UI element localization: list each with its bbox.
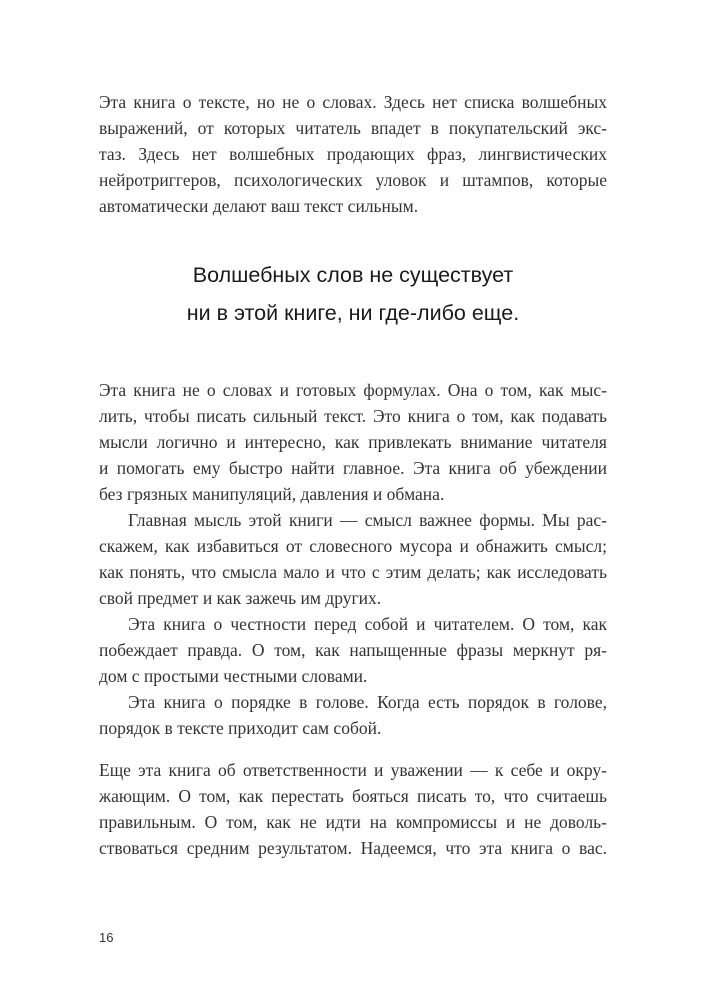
paragraph — [99, 611, 607, 689]
pull-quote-line: Волшебных слов не существует — [192, 263, 514, 287]
closing-paragraph — [99, 757, 607, 861]
text-line: без грязных манипуляций, давления и обмана. — [99, 484, 445, 504]
intro-paragraph — [99, 89, 607, 219]
pull-quote-line: ни в этой книге, ни где-либо еще. — [186, 301, 520, 325]
text-line: ствоваться средним результатом. Надеемся, что эта книга о вас. — [99, 838, 607, 858]
text-line: мысли логично и интересно, как привлекать внимание читателя — [99, 432, 607, 452]
text-line: скажем, как избавиться от словесного мусора и обнажить смысл; — [99, 536, 607, 556]
main-section — [99, 377, 607, 741]
text-line: дом с простыми честными словами. — [99, 666, 368, 686]
paragraph — [99, 507, 607, 611]
text-line: выражений, от которых читатель впадет в покупательский экс- — [99, 118, 607, 138]
text-line: таз. Здесь нет волшебных продающих фраз, лингвистических — [99, 144, 607, 164]
text-line: свой предмет и как зажечь им других. — [99, 588, 382, 608]
text-line: лить, чтобы писать сильный текст. Это книга о том, как подавать — [99, 406, 607, 426]
text-line: Эта книга не о словах и готовых формулах. Она о том, как мыс- — [99, 380, 607, 400]
text-line: автоматически делают ваш текст сильным. — [99, 196, 419, 216]
text-line: Эта книга о тексте, но не о словах. Здесь нет списка волшебных — [99, 92, 607, 112]
text-line: побеждает правда. О том, как напыщенные фразы меркнут ря- — [99, 640, 607, 660]
text-line: Эта книга о порядке в голове. Когда есть порядок в голове, — [128, 692, 607, 712]
text-line: Еще эта книга об ответственности и уважении — к себе и окру- — [99, 760, 607, 780]
text-line: Главная мысль этой книги — смысл важнее формы. Мы рас- — [128, 510, 607, 530]
text-line: как понять, что смысла мало и что с этим делать; как исследовать — [99, 562, 607, 582]
text-line: Эта книга о честности перед собой и читателем. О том, как — [128, 614, 607, 634]
paragraph — [99, 377, 607, 507]
text-line: и помогать ему быстро найти главное. Эта книга об убеждении — [99, 458, 607, 478]
text-line: нейротриггеров, психологических уловок и штампов, которые — [99, 170, 607, 190]
text-line: правильным. О том, как не идти на компромиссы и не доволь- — [99, 812, 607, 832]
text-line: порядок в тексте приходит сам собой. — [99, 718, 382, 738]
pull-quote — [99, 256, 607, 332]
paragraph — [99, 689, 607, 741]
text-line: жающим. О том, как перестать бояться писать то, что считаешь — [99, 786, 607, 806]
page-number: 16 — [99, 930, 114, 945]
